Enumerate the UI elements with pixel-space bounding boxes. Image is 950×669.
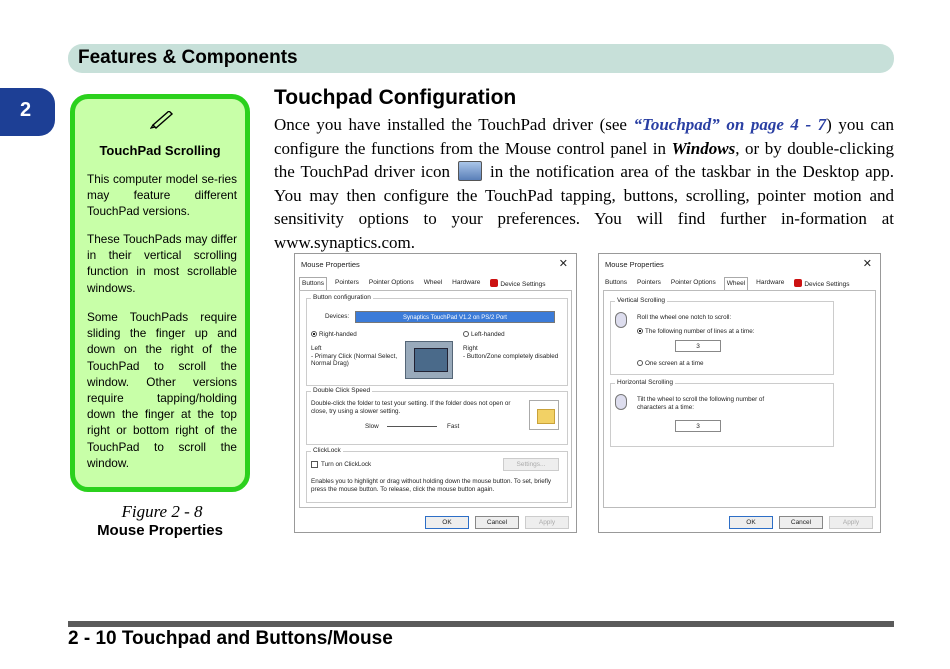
folder-icon[interactable]	[529, 400, 559, 430]
vertical-scrolling-group	[610, 297, 834, 375]
tab-pointer-options[interactable]: Pointer Options	[368, 279, 414, 286]
close-icon[interactable]: ✕	[862, 258, 872, 270]
section-title: Touchpad Configuration	[274, 86, 517, 109]
tab-pointers[interactable]: Pointers	[335, 279, 359, 286]
figure-number: Figure 2 - 8	[121, 502, 203, 521]
group-label: Vertical Scrolling	[617, 297, 666, 304]
button-configuration-group	[306, 294, 568, 386]
pencil-icon	[150, 111, 174, 129]
tab-device-settings[interactable]	[488, 277, 547, 290]
devices-label: Devices:	[325, 313, 350, 320]
lines-spinner[interactable]: 3	[675, 340, 721, 352]
sidebar-title: TouchPad Scrolling	[99, 143, 221, 158]
double-click-description: Double-click the folder to test your setting. If the folder does not open or close, try using a slower setting.	[311, 400, 511, 415]
touchpad-image	[405, 341, 453, 379]
dialog-title: Mouse Properties	[605, 260, 664, 269]
tab-panel	[299, 290, 572, 508]
synaptics-icon	[490, 279, 498, 287]
apply-button[interactable]: Apply	[525, 516, 569, 529]
double-click-slider[interactable]	[387, 426, 437, 427]
clicklock-group	[306, 447, 568, 503]
mouse-properties-buttons-dialog	[294, 253, 577, 533]
radio-on	[311, 331, 317, 337]
tilt-description: Tilt the wheel to scroll the following number of characters at a time:	[637, 396, 765, 411]
clicklock-checkbox[interactable]	[311, 461, 318, 468]
radio-on	[637, 328, 643, 334]
slow-label: Slow	[365, 423, 379, 430]
tab-pointers[interactable]: Pointers	[637, 279, 661, 286]
apply-button[interactable]: Apply	[829, 516, 873, 529]
sidebar-paragraph: These TouchPads may differ in their vertical scrolling function in most scrollable windows.	[87, 232, 237, 295]
group-label: Button configuration	[313, 294, 371, 301]
group-label: ClickLock	[313, 447, 341, 454]
header-bar	[68, 44, 894, 73]
left-handed-option[interactable]	[463, 331, 505, 339]
right-handed-option[interactable]	[311, 331, 357, 339]
clicklock-label: Turn on ClickLock	[321, 461, 372, 468]
sidebar-paragraph: Some TouchPads require sliding the finger up and down on the right of the TouchPad to scroll the window. Other versions require tapping/holding down the finger at the top right or bottom right of the TouchPad to scroll the window.	[87, 310, 237, 470]
option-label: The following number of lines at a time:	[645, 328, 755, 335]
option-label: One screen at a time	[645, 360, 704, 367]
option-label: Left-handed	[471, 331, 505, 338]
characters-spinner[interactable]: 3	[675, 420, 721, 432]
tab-label: Device Settings	[804, 281, 850, 288]
roll-description: Roll the wheel one notch to scroll:	[637, 314, 732, 321]
tab-buttons[interactable]: Buttons	[299, 277, 327, 290]
option-label: Right-handed	[319, 331, 357, 338]
lines-option[interactable]	[637, 328, 755, 336]
body-text-part: , or by double-clicking the TouchPad driver icon	[274, 138, 894, 181]
ok-button[interactable]: OK	[729, 516, 773, 529]
cross-reference-link[interactable]: “Touchpad” on page 4 - 7	[633, 115, 827, 134]
radio-off	[463, 331, 469, 337]
left-button-description: Left - Primary Click (Normal Select, Normal Drag)	[311, 345, 398, 367]
tab-label: Device Settings	[500, 281, 546, 288]
tab-buttons[interactable]: Buttons	[605, 279, 628, 286]
group-label: Horizontal Scrolling	[617, 379, 673, 386]
footer-page-label: 2 - 10 Touchpad and Buttons/Mouse	[68, 628, 393, 649]
right-button-description: Right - Button/Zone completely disabled	[463, 345, 559, 360]
synaptics-icon	[794, 279, 802, 287]
sidebar-note	[70, 94, 250, 492]
chapter-tab	[0, 88, 55, 136]
body-text-part: in the notification area of the taskbar in the Desktop app. You may then configure the TouchPad tapping, buttons, scrolling, pointer motion and sensitivity options to your preferences. You will find further in-formation at www.synaptics.com.	[274, 162, 894, 252]
footer-rule	[68, 621, 894, 627]
tab-hardware[interactable]: Hardware	[756, 279, 785, 286]
screen-option[interactable]	[637, 360, 703, 368]
header-title: Features & Components	[78, 47, 298, 68]
fast-label: Fast	[447, 423, 460, 430]
clicklock-settings-button[interactable]: Settings...	[503, 458, 559, 471]
sidebar-paragraph: This computer model se-ries may feature different TouchPad versions.	[87, 172, 237, 219]
double-click-speed-group	[306, 387, 568, 445]
horizontal-scrolling-group	[610, 379, 834, 447]
cancel-button[interactable]: Cancel	[475, 516, 519, 529]
tab-hardware[interactable]: Hardware	[452, 279, 481, 286]
group-label: Double Click Speed	[313, 387, 371, 394]
dialog-tabs	[299, 277, 548, 290]
body-text-part: ) you can configure the functions from the Mouse control panel in	[274, 115, 894, 158]
windows-term: Windows	[671, 138, 736, 158]
cancel-button[interactable]: Cancel	[779, 516, 823, 529]
device-select[interactable]: Synaptics TouchPad V1.2 on PS/2 Port	[355, 311, 555, 323]
touchpad-driver-icon	[458, 161, 482, 181]
dialog-title: Mouse Properties	[301, 260, 360, 269]
close-icon[interactable]: ✕	[558, 258, 568, 270]
mouse-tilt-icon	[615, 394, 627, 410]
tab-device-settings[interactable]	[792, 277, 851, 290]
mouse-wheel-icon	[615, 312, 627, 328]
tab-panel	[603, 290, 876, 508]
dialog-tabs	[603, 277, 852, 290]
tab-wheel[interactable]: Wheel	[724, 277, 748, 290]
mouse-properties-wheel-dialog	[598, 253, 881, 533]
figure-title: Mouse Properties	[97, 522, 223, 539]
body-text-part: Once you have installed the TouchPad driver (see	[274, 115, 634, 134]
chapter-number: 2	[20, 99, 32, 121]
ok-button[interactable]: OK	[425, 516, 469, 529]
tab-wheel[interactable]: Wheel	[423, 279, 443, 286]
body-paragraph	[274, 113, 894, 254]
clicklock-description: Enables you to highlight or drag without holding down the mouse button. To set, briefly press the mouse button. To release, click the mouse button again.	[311, 478, 552, 493]
tab-pointer-options[interactable]: Pointer Options	[670, 279, 716, 286]
radio-off	[637, 360, 643, 366]
